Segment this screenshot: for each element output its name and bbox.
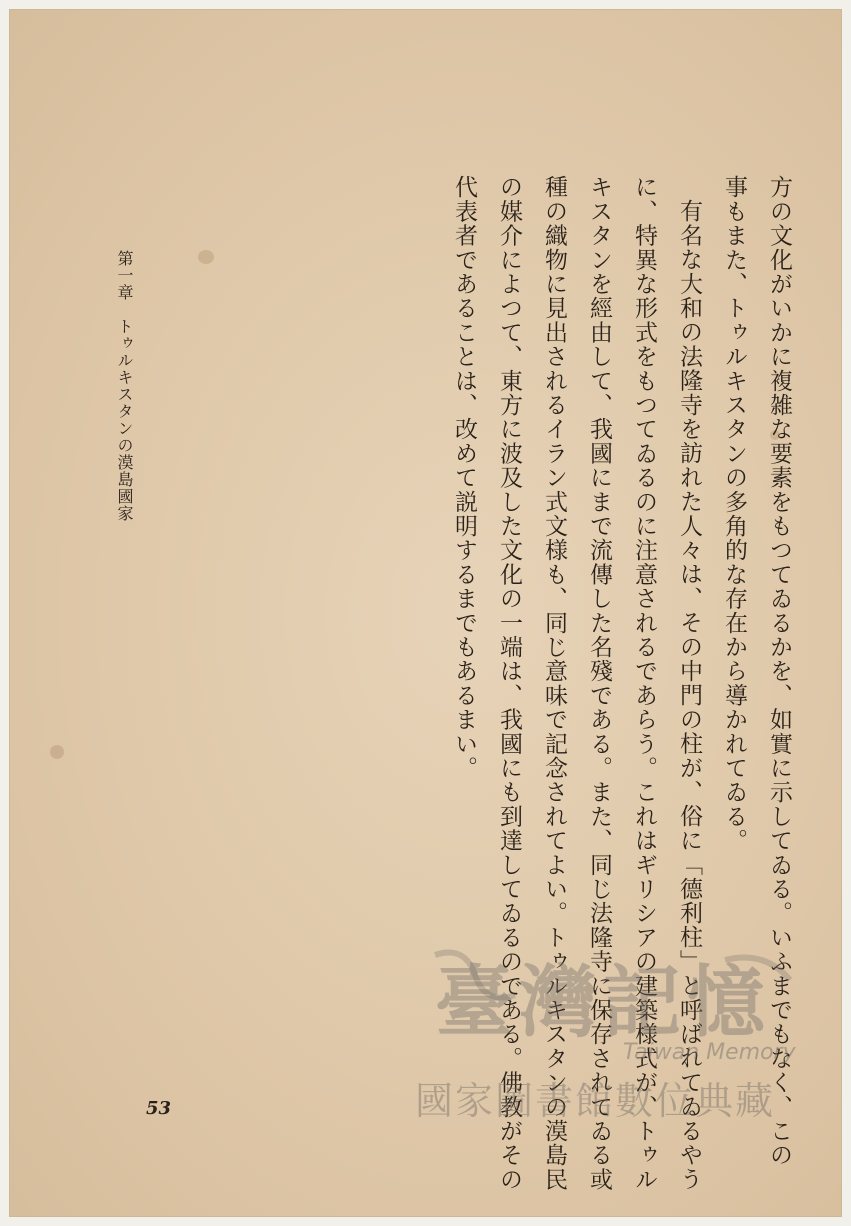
body-column-4: に、特異な形式をもつてゐるのに注意されるであらう。これはギリシアの建築様式が、トゥル (631, 175, 657, 1192)
body-column-8: 代表者であることは、改めて説明するまでもあるまい。 (451, 175, 477, 780)
body-column-7: の媒介によつて、東方に波及した文化の一端は、我國にも到達してゐるのである。佛教がその (496, 175, 522, 1192)
body-column-1: 方の文化がいかに複雑な要素をもつてゐるかを、如實に示してゐる。いふまでもなく、この (766, 175, 792, 1168)
watermark-latin: Taiwan Memory (623, 1040, 796, 1065)
running-head: 第一章 トゥルキスタンの漠島國家 (115, 250, 134, 522)
paper-stain (198, 250, 214, 264)
watermark-org: 國家圖書館數位典藏 (415, 1079, 776, 1123)
body-column-3: 有名な大和の法隆寺を訪れた人々は、その中門の柱が、俗に「德利柱」と呼ばれてゐるやう (676, 199, 702, 1192)
body-column-6: 種の織物に見出されるイラン式文様も、同じ意味で記念されてよい。トゥルキスタンの漠島民 (541, 175, 567, 1192)
page-number: 53 (146, 1098, 172, 1119)
body-column-5: キスタンを經由して、我國にまで流傳した名殘である。また、同じ法隆寺に保存されてゐる或 (586, 175, 612, 1192)
body-column-2: 事もまた、トゥルキスタンの多角的な存在から導かれてゐる。 (721, 175, 747, 853)
paper-stain (50, 745, 64, 759)
book-page (10, 10, 841, 1216)
watermark-script: 臺灣記憶 (435, 957, 772, 1048)
